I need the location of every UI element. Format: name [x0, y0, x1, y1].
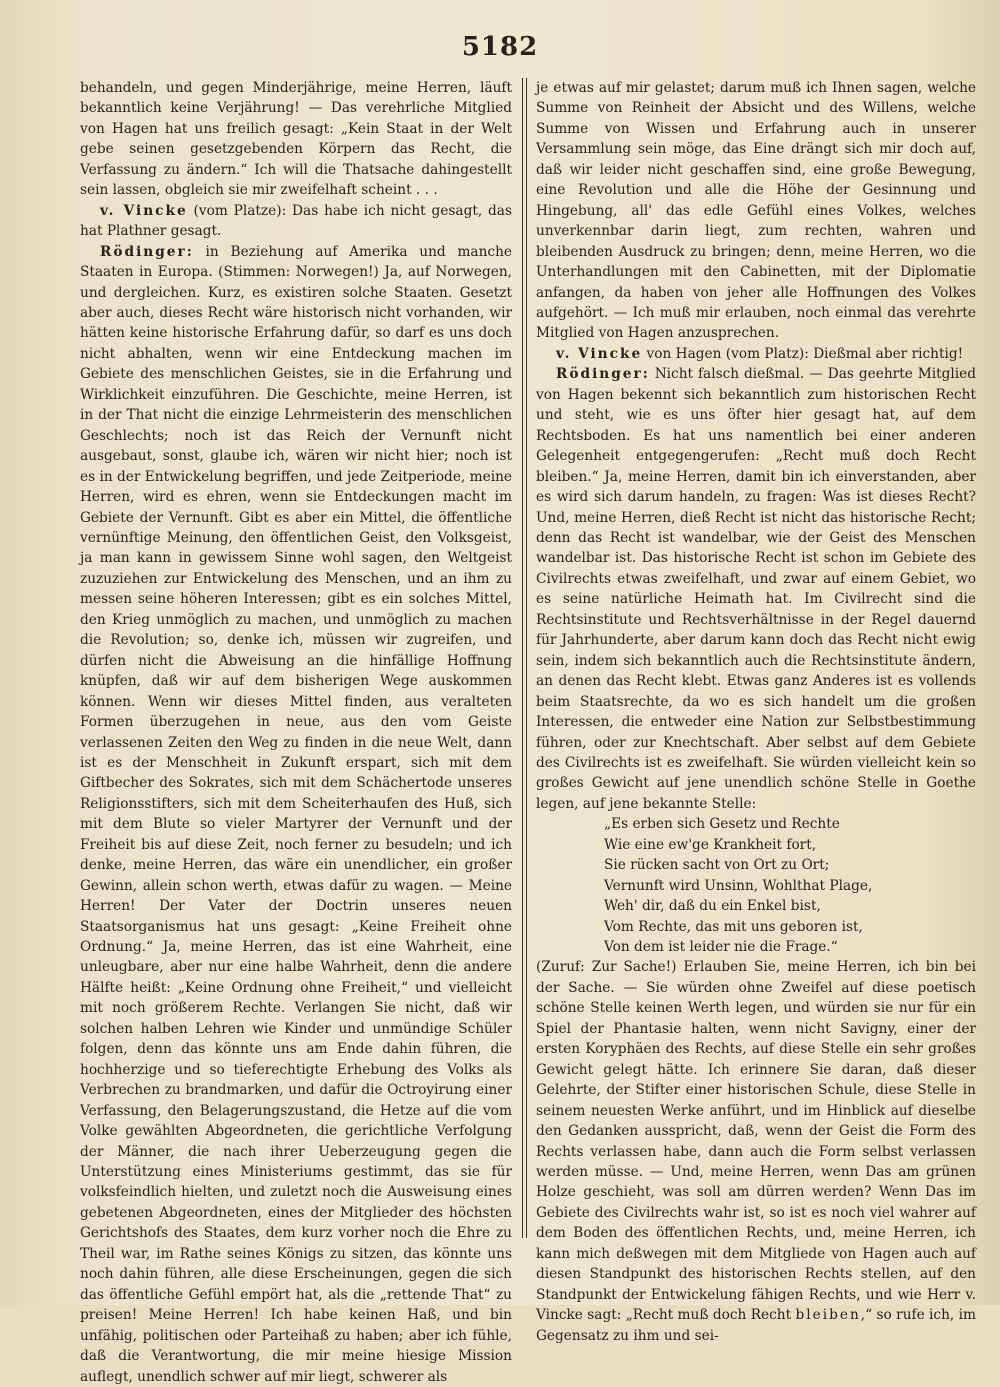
verse-line: Wie eine ew'ge Krankheit fort, — [604, 836, 817, 853]
right-column — [536, 78, 976, 1344]
paragraph — [80, 242, 512, 1387]
spaced-emphasis: bleiben — [795, 1307, 861, 1324]
paragraph: je etwas auf mir gelastet; darum muß ich Ihnen sagen, welche Summe von Reinheit der Absicht und des Willens, welche Summe von Wissen und Erfahrung auch in unserer Versammlung sein möge, das Eine drängt sich mir doch auf, daß wir leider nicht geschaffen sind, eine große Bewegung, eine Revolution und alle die Höhe der Gesinnung und Hingebung, all' das edle Gefühl eines Volkes, welches unverkennbar darin liegt, zum rechten, wahren und bleibenden Ausdruck zu bringen; denn, meine Herren, wo die Unterhandlungen mit den Cabinetten, mit der Diplomatie anfangen, da haben von jeher alle Hoffnungen des Volkes aufgehört. — Ich muß mir erlauben, noch einmal das verehrte Mitglied von Hagen anzusprechen. — [536, 80, 976, 342]
speaker-name: Rödinger: — [100, 243, 194, 260]
column-divider — [522, 78, 527, 1238]
speaker-name: Rödinger: — [556, 366, 650, 383]
left-column — [80, 78, 512, 1385]
speaker-name: v. Vincke — [100, 202, 188, 219]
speaker-name: v. Vincke — [556, 345, 643, 362]
verse-line: Weh' dir, daß du ein Enkel bist, — [604, 898, 821, 915]
verse-line: „Es erben sich Gesetz und Rechte — [604, 816, 840, 833]
verse-line: Vernunft wird Unsinn, Wohlthat Plage, — [604, 877, 873, 894]
paragraph — [536, 957, 976, 1346]
paragraph-text: ,“ so rufe ich, im Gegensatz zu ihm und sei- — [536, 1307, 976, 1344]
verse-line: Sie rücken sacht von Ort zu Ort; — [604, 857, 830, 874]
page-number: 5182 — [461, 32, 539, 62]
paragraph-text: in Beziehung auf Amerika und manche Staaten in Europa. (Stimmen: Norwegen!) Ja, auf Norwegen, und dergleichen. Kurz, es existiren solche Staaten. Gesetzt aber auch, dieses Recht wäre historisch nicht vorhanden, wir hätten keine historische Erfahrung dafür, so darf es uns doch nicht abhalten, wenn wir eine Entdeckung machen im Gebiete des menschlichen Geistes, sie in die Erfahrung und Wirklichkeit einzuführen. Die Geschichte, meine Herren, ist in der That nicht die einzige Lehrmeisterin des menschlichen Geschlechts; noch ist das Reich der Vernunft nicht ausgebaut, sonst, glaube ich, wären wir nicht hier; noch ist es in der Entwickelung begriffen, und jede Zeitperiode, meine Herren, wird es ehren, wenn sie Entdeckungen macht im Gebiete der Vernunft. Gibt es aber ein Mittel, die öffentliche vernünftige Meinung, den öffentlichen Geist, den Volksgeist, ja man kann in gewissem Sinne wohl sagen, den Weltgeist zuzuziehen zur Entwickelung des Menschen, und an ihm zu messen seine höheren Interessen; gibt es ein solches Mittel, den Krieg unmöglich zu machen, und unmöglich zu machen die Revolution; so, denke ich, müssen wir zugreifen, und dürfen nicht die Abweisung an die hinfällige Hoffnung knüpfen, daß wir auf dem bisherigen Wege auskommen können. Wenn wir dieses Mittel finden, aus veralteten Formen überzugehen in neue, aus den vom Geiste verlassenen Zeiten den Weg zu finden in die neue Welt, dann ist es der Menschheit in Zukunft erspart, sich mit dem Giftbecher des Sokrates, sich mit dem Schächertode unseres Religionsstifters, sich mit dem Scheiterhaufen des Huß, sich mit dem Blute so vieler Martyrer der Vernunft und der Freiheit bis auf diese Zeit, noch ferner zu besudeln; und ich denke, meine Herren, das wäre ein unendlicher, ein großer Gewinn, allein schon werth, etwas dafür zu wagen. — Meine Herren! Der Vater der Doctrin unseres neuen Staatsorganismus hat uns gesagt: „Keine Freiheit ohne Ordnung.“ Ja, meine Herren, das ist eine Wahrheit, eine unleugbare, aber nur eine halbe Wahrheit, denn die andere Hälfte heißt: „Keine Ordnung ohne Freiheit,“ und vielleicht mit noch größerem Rechte. Verlangen Sie nicht, daß wir solchen halben Lehren wie Kinder und unmündige Schüler folgen, denn das könnte uns am Ende dahin führen, die hochherzige und so tieferechtigte Erhebung des Volks als Verbrechen zu brandmarken, und dafür die Octroyirung einer Verfassung, den Belagerungszustand, die Hetze auf die vom Volke gewählten Abgeordneten, die gerichtliche Verfolgung der Männer, die nach ihrer Ueberzeugung gegen die Unterstützung eines Ministeriums gestimmt, das sie für volksfeindlich hielten, und zuletzt noch die Ausweisung eines gebetenen Abgeordneten, eines der Mitglieder des höchsten Gerichtshofs des Staates, dem kurz vorher noch die Ehre zu Theil war, im Rathe seines Königs zu sitzen, das könnte uns noch dahin führen, alle diese Erscheinungen, gegen die sich das öffentliche Gefühl empört hat, als die „rettende That“ zu preisen! Meine Herren! Ich habe keinen Haß, und bin unfähig, politischen oder Parteihaß zu haben; aber ich fühle, daß die Verantwortung, die mir meine hiesige Mission auflegt, unendlich schwer auf mir liegt, schwerer als — [80, 243, 512, 1385]
paragraph: behandeln, und gegen Minderjährige, meine Herren, läuft bekanntlich keine Verjährung! — Das verehrliche Mitglied von Hagen hat uns freilich gesagt: „Kein Staat in der Welt gebe seinen gesetzgebenden Körpern das Recht, die Verfassung zu ändern.“ Ich will die Thatsache dahingestellt sein lassen, obgleich sie mir zweifelhaft scheint . . . — [80, 80, 512, 199]
paragraph-text: Nicht falsch dießmal. — Das geehrte Mitglied von Hagen bekennt sich bekanntlich zum historischen Recht und steht, wie es uns öfter hier gesagt hat, auf dem Rechtsboden. Es hat uns namentlich bei einer anderen Gelegenheit entgegengerufen: „Recht muß doch Recht bleiben.“ Ja, meine Herren, damit bin ich einverstanden, aber es wird sich darum handeln, zu fragen: Was ist dieses Recht? Und, meine Herren, dieß Recht ist nicht das historische Recht; denn das Recht ist wandelbar, wie der Geist des Menschen wandelbar ist. Das historische Recht ist schon im Gebiete des Civilrechts etwas zweifelhaft, und zwar auf einem Gebiet, wo es seine natürliche Heimath hat. Im Civilrecht sind die Rechtsinstitute und Rechtsverhältnisse in der Regel dauernd für Jahrhunderte, aber darum kann doch das Recht nicht ewig sein, indem sich bekanntlich auch die Rechtsinstitute ändern, an denen das Recht klebt. Etwas ganz Anderes ist es vollends beim Staatsrechte, da wo es sich handelt um die großen Interessen, die entweder eine Nation zur Selbstbestimmung führen, oder zur Knechtschaft. Aber selbst auf dem Gebiete des Civilrechts ist es zweifelhaft. Sie würden vielleicht kein so großes Gewicht auf jene unendlich schöne Stelle in Goethe legen, auf jene bekannte Stelle: — [536, 366, 976, 812]
paragraph — [80, 201, 512, 242]
verse-line: Von dem ist leider nie die Frage.“ — [604, 939, 838, 956]
paragraph-text: (vom Platze): Das habe ich nicht gesagt, das hat Plathner gesagt. — [80, 202, 512, 240]
paragraph — [536, 344, 976, 364]
paragraph-text: von Hagen (vom Platz): Dießmal aber richtig! — [642, 345, 964, 362]
poem-quote — [536, 814, 976, 957]
paragraph-text: (Zuruf: Zur Sache!) Erlauben Sie, meine Herren, ich bin bei der Sache. — Sie würden ohne Zweifel auf diese poetisch schöne Stelle keinen Werth legen, und würden sie nur für ein Spiel der Phantasie halten, wenn nicht Savigny, einer der ersten Koryphäen des Rechts, auf diese Stelle ein sehr großes Gewicht gelegt hätte. Ich erinnere Sie daran, daß dieser Gelehrte, der Stifter einer historischen Schule, diese Stelle in seinem neuesten Werke anführt, und im Hinblick auf dieselbe den Gedanken ausspricht, daß, wenn der Geist die Form des Rechts verlassen habe, dann auch die Form selbst verlassen werden müsse. — Und, meine Herren, wenn Das am grünen Holze geschieht, was soll am dürren werden? Wenn Das im Gebiete des Civilrechts wahr ist, so ist es noch viel wahrer auf dem Boden des öffentlichen Rechts, und, meine Herren, ich kann mich deßwegen mit dem Mitgliede von Hagen auch auf diesen Standpunkt des historischen Rechts stellen, auf den Standpunkt der Entwickelung fähigen Rechts, und wie Herr v. Vincke sagt: „Recht muß doch Recht — [536, 959, 976, 1324]
verse-line: Vom Rechte, das mit uns geboren ist, — [604, 918, 863, 935]
paragraph — [536, 364, 976, 814]
